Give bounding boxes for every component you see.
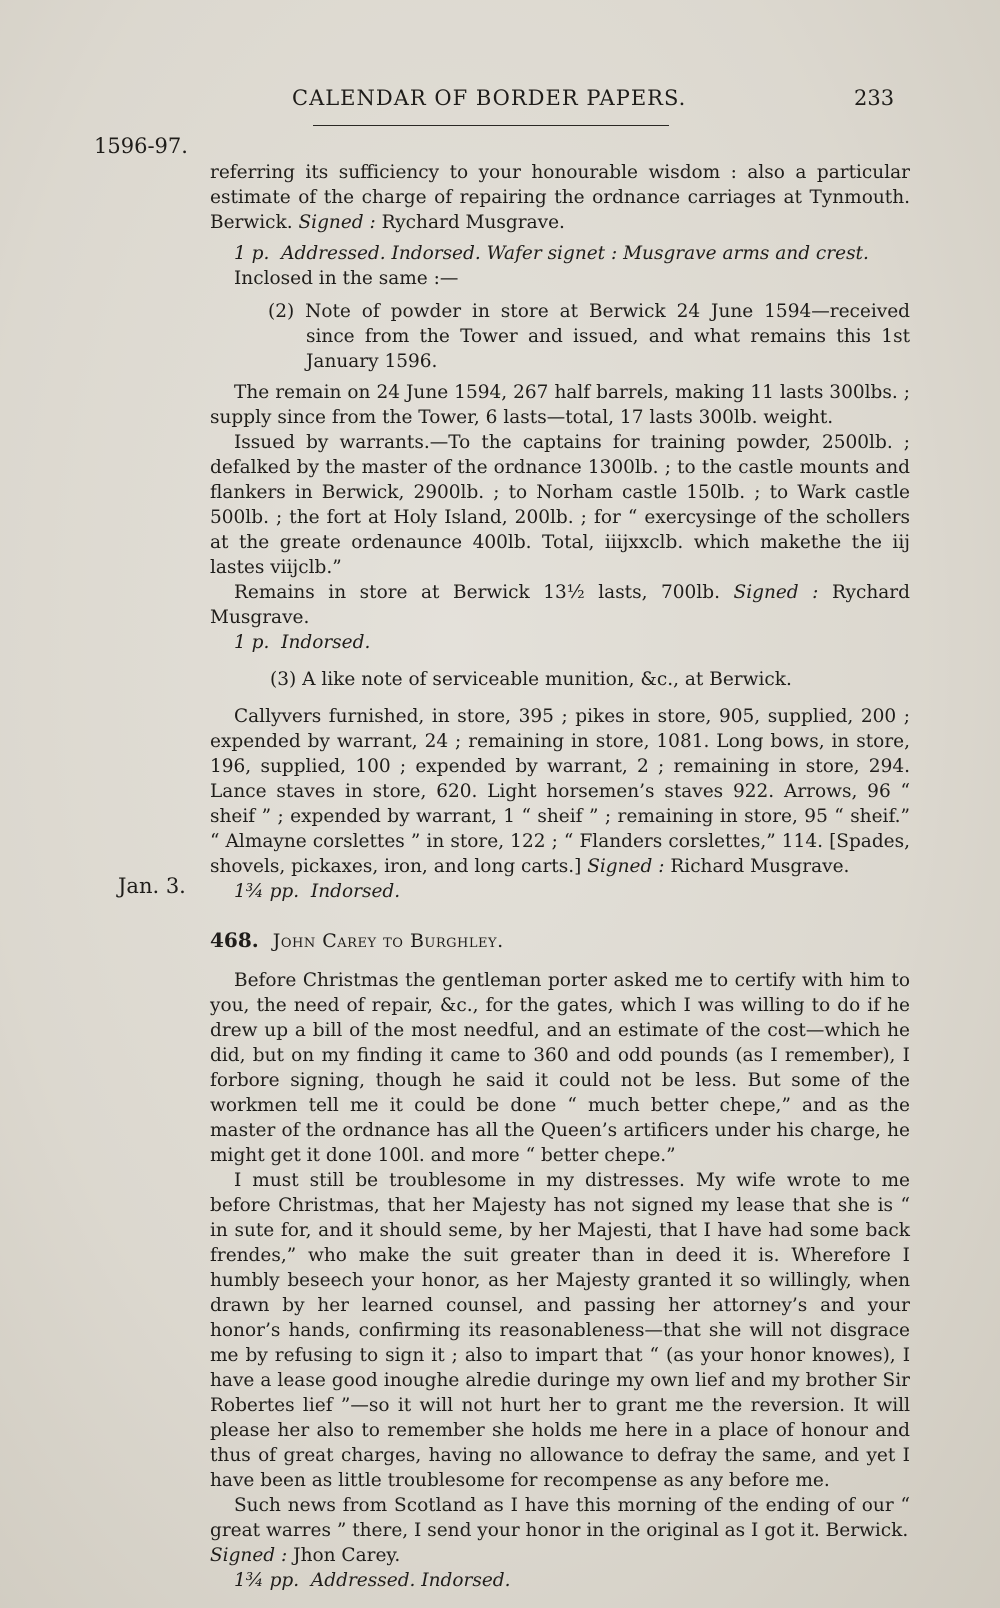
paragraph-remains-in-store: Remains in store at Berwick 13½ lasts, 700lb. Signed : Rychard Musgrave. <box>210 582 910 628</box>
description-line-468: 1¾ pp. Addressed. Indorsed. <box>234 1570 511 1591</box>
description-line-1: 1 p. Addressed. Indorsed. Wafer signet : Musgrave arms and crest. <box>234 243 869 264</box>
entry-heading-468 <box>210 928 910 954</box>
paragraph-callyvers: Callyvers furnished, in store, 395 ; pikes in store, 905, supplied, 200 ; expended by warrant, 24 ; remaining in store, 1081. Long bows, in store, 196, supplied, 100 ; expended by warrant, 2 ; remaining in store, 294. Lance staves in store, 620. Light horsemen’s staves 922. Arrows, 96 “ sheif ” ; expended by warrant, 1 “ sheif ” ; remaining in store, 95 “ sheif.” “ Almayne corslettes ” in store, 122 ; “ Flanders corslettes,” 114. [Spades, shovels, pickaxes, iron, and long carts.] Signed : Richard Musgrave. <box>210 706 910 877</box>
signer: Rychard Musgrave. <box>210 582 910 628</box>
running-title: CALENDAR OF BORDER PAPERS. <box>292 86 687 110</box>
entry-number: 468. <box>210 928 259 952</box>
signed-label: Signed : <box>210 1545 288 1566</box>
page-number: 233 <box>854 86 895 110</box>
margin-date-468: Jan. 3. <box>118 874 186 898</box>
entry-title: John Carey to Burghley. <box>272 930 504 952</box>
signer: Richard Musgrave. <box>664 856 850 877</box>
paragraph-scotland-news: Such news from Scotland as I have this morning of the ending of our “ great warres ” there, I send your honor in the original as I got it. Berwick. <box>210 1495 910 1541</box>
running-header <box>0 86 1000 116</box>
description-line-3: 1¾ pp. Indorsed. <box>234 881 401 902</box>
signed-label: Signed : <box>587 856 665 877</box>
note-2: (2) Note of powder in store at Berwick 24 June 1594—received since from the Tower and issued, and what remains this 1st January 1596. <box>268 301 910 372</box>
signed-label: Signed : <box>733 582 819 603</box>
body-text <box>210 160 910 1593</box>
description-line-2: 1 p. Indorsed. <box>234 632 371 653</box>
inclosed-line: Inclosed in the same :— <box>234 268 459 289</box>
note-3: (3) A like note of serviceable munition, &c., at Berwick. <box>270 669 792 690</box>
paragraph-issued: Issued by warrants.—To the captains for training powder, 2500lb. ; defalked by the master of the ordnance 1300lb. ; to the castle mounts and flankers in Berwick, 2900lb. ; to Norham castle 150lb. ; to Wark castle 500lb. ; the fort at Holy Island, 200lb. ; for “ exercysinge of the schollers at the greate ordenaunce 400lb. Total, iiijxxclb. which makethe the iij lastes viijclb.” <box>210 432 910 578</box>
paragraph-remain: The remain on 24 June 1594, 267 half barrels, making 11 lasts 300lbs. ; supply since from the Tower, 6 lasts—total, 17 lasts 300lb. weight. <box>210 382 910 428</box>
signer: Jhon Carey. <box>287 1545 401 1566</box>
paragraph-before-christmas: Before Christmas the gentleman porter asked me to certify with him to you, the need of repair, &c., for the gates, which I was willing to do if he drew up a bill of the most needful, and an estimate of the cost—which he did, but on my finding it came to 360 and odd pounds (as I remember), I forbore signing, though he said it could not be less. But some of the workmen tell me it could be done “ much better chepe,” and as the master of the ordnance has all the Queen’s artificers under his charge, he might get it done 100l. and more “ better chepe.” <box>210 970 910 1166</box>
margin-year: 1596-97. <box>94 134 188 158</box>
header-rule <box>313 125 669 126</box>
paragraph-troublesome: I must still be troublesome in my distresses. My wife wrote to me before Christmas, that her Majesty has not signed my lease that she is “ in sute for, and it should seme, by her Majesti, that I have had some back frendes,” who make the suit greater than in deed it is. Wherefore I humbly beseech your honor, as her Majesty granted it so willingly, when drawn by her learned counsel, and passing her attorney’s and your honor’s hands, confirming its reasonableness—that she will not disgrace me by refusing to sign it ; also to impart that “ (as your honor knowes), I have a lease good inoughe alredie duringe my own lief and my brother Sir Robertes lief ”—so it will not hurt her to grant me the reversion. It will please her also to remember she holds me here in a place of honour and thus of great charges, having no allowance to defray the same, and yet I have been as little troublesome for recompense as any before me. <box>210 1170 910 1491</box>
signature-line <box>210 1543 910 1568</box>
paragraph-referring: referring its sufficiency to your honourable wisdom : also a particular estimate of the charge of repairing the ordnance carriages at Tynmouth. Berwick. Signed : Rychard Musgrave. <box>210 162 910 233</box>
signer: Rychard Musgrave. <box>375 212 565 233</box>
signed-label: Signed : <box>298 212 376 233</box>
